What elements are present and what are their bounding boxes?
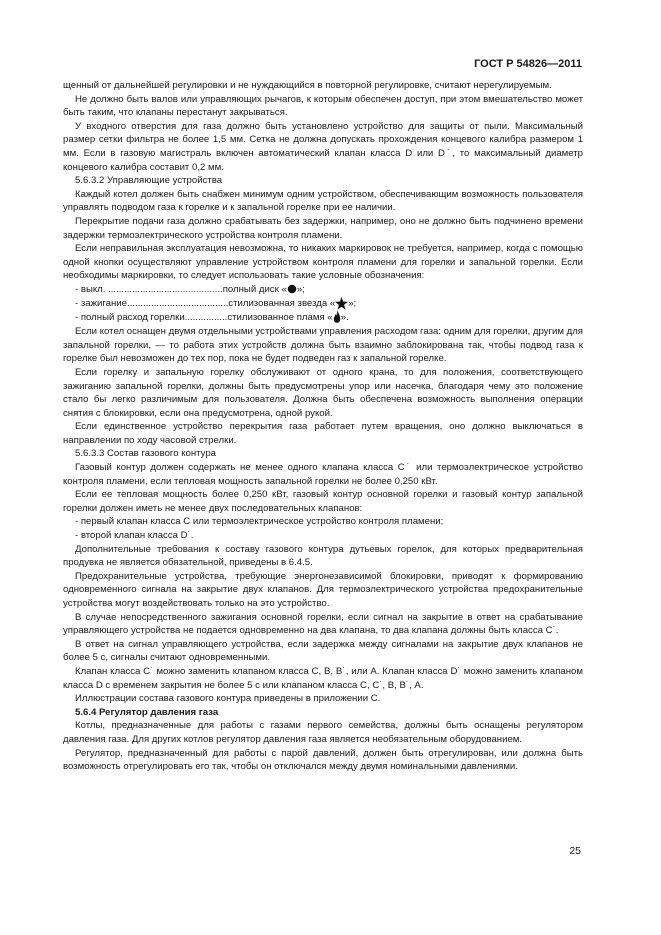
paragraph: Регулятор, предназначенный для работы с парой давлений, должен быть отрегулирован, или должна быть возможность отрегулировать его так, чтобы он отключался между двумя номинальными давлениями. bbox=[63, 747, 583, 773]
list-item: - первый клапан класса С или термоэлектрическое устройство контроля пламени; bbox=[75, 516, 444, 528]
paragraph: Дополнительные требования к составу газового контура дутьевых горелок, для которых предварительная продувка не является обязательной, приведены в 6.4.5. bbox=[63, 543, 583, 569]
paragraph: Не должно быть валов или управляющих рычагов, к которым обеспечен доступ, при этом вмешательство может быть таким, что клапаны перестанут закрываться. bbox=[63, 93, 583, 119]
paragraph: В случае непосредственного зажигания основной горелки, если сигнал на закрытие в ответ на срабатывание управляющего устройства не подается одновременно на два клапана, то два клапана должны быть класса С˙. bbox=[63, 611, 583, 637]
paragraph: У входного отверстия для газа должно быть установлено устройство для защиты от пыли. Максимальный размер сетки фильтра не более 1,5 мм. Сетка не должна допускать прохождения концевого калибра размером 1 мм. Если в газовую магистраль включен автоматический клапан класса D или D˙, то максимальный диаметр концевого калибра составит 0,2 мм. bbox=[63, 120, 583, 173]
page-body bbox=[63, 79, 583, 774]
page-number: 25 bbox=[569, 845, 581, 857]
subsection-heading: 5.6.3.2 Управляющие устройства bbox=[75, 175, 223, 187]
symbol-list-item: - полный расход горелки................стилизованное пламя « ». bbox=[63, 310, 583, 325]
paragraph: В ответ на сигнал управляющего устройства, если задержка между сигналами на закрытие двух клапанов не более 5 с, сигналы считают одновременными. bbox=[63, 638, 583, 664]
paragraph: Перекрытие подачи газа должно срабатывать без задержки, например, оно не должно быть подчинено времени задержки термоэлектрического устройства контроля пламени. bbox=[63, 215, 583, 241]
full-disc-icon bbox=[287, 284, 297, 294]
paragraph: щенный от дальнейшей регулировки и не нуждающийся в повторной регулировке, считают нерегулируемым. bbox=[63, 80, 552, 91]
list-item: - второй клапан класса D˙. bbox=[75, 530, 194, 542]
paragraph: Котлы, предназначенные для работы с газами первого семейства, должны быть оснащены регулятором давления газа. Для других котлов регулятор давления газа является необязательным оборудованием. bbox=[63, 720, 583, 745]
paragraph: Газовый контур должен содержать не менее одного клапана класса С˙ или термоэлектрическое устройство контроля пламени, если тепловая мощность запальной горелки не более 0,250 кВт. bbox=[63, 462, 583, 487]
subsection-heading: 5.6.3.3 Состав газового контура bbox=[75, 448, 217, 460]
paragraph: Если единственное устройство перекрытия газа работает путем вращения, оно должно выключаться в направлении по ходу часовой стрелки. bbox=[63, 421, 583, 446]
paragraph: Если котел оснащен двумя отдельными устройствами управления расходом газа: одним для горелки, другим для запальной горелки, — то работа этих устройств должна быть взаимно заблокирована так, чтобы подвод газа к горелке был невозможен до тех пор, пока не будет подведен газ к запальной горелке. bbox=[63, 326, 583, 365]
paragraph: Предохранительные устройства, требующие энергонезависимой блокировки, приводят к формированию одновременного сигнала на закрытие двух клапанов. Для термоэлектрического устройства предохранительные устройства могут воздействовать только на это устройство. bbox=[63, 570, 583, 609]
symbol-list-item: - зажигание......................................стилизованная звезда « »; bbox=[75, 297, 357, 309]
section-heading: 5.6.4 Регулятор давления газа bbox=[75, 706, 219, 718]
paragraph: Клапан класса С˙ можно заменить клапаном класса С, В, В˙, или А. Клапан класса D˙ можно заменить клапаном класса D с временем закрытия не более 5 с или клапаном класса С, С˙, В, В˙, А. bbox=[63, 665, 583, 691]
paragraph: Иллюстрации состава газового контура приведены в приложении С. bbox=[75, 693, 381, 705]
stylized-flame-icon bbox=[333, 310, 341, 325]
paragraph: Если ее тепловая мощность более 0,250 кВт, газовый контур основной горелки и газовый контур запальной горелки должен иметь не менее двух последовательных клапанов: bbox=[63, 489, 583, 514]
document-code: ГОСТ Р 54826—2011 bbox=[474, 58, 582, 70]
paragraph: Если горелку и запальную горелку обслуживают от одного крана, то для положения, соответствующего зажиганию запальной горелки, должны быть предусмотрены упор или насечка, благодаря чему это положение стало бы легко различимым для пользователя. Должна быть обеспечена возможность выполнения операции снятия с блокировки, если она предусмотрена, одной рукой. bbox=[63, 366, 583, 419]
paragraph: Каждый котел должен быть снабжен минимум одним устройством, обеспечивающим возможность пользователя управлять подводом газа к горелке и к запальной горелке при ее наличии. bbox=[63, 188, 583, 214]
paragraph: Если неправильная эксплуатация невозможна, то никаких маркировок не требуется, например, когда с помощью одной кнопки осуществляют управление устройством контроля пламени для горелки и запальной горелки. Если необходимы маркировки, то следует использовать такие условные обозначения: bbox=[63, 243, 583, 282]
symbol-list-item: - выкл. ...........................................полный диск « »; bbox=[75, 283, 305, 295]
stylized-star-icon bbox=[335, 297, 348, 310]
